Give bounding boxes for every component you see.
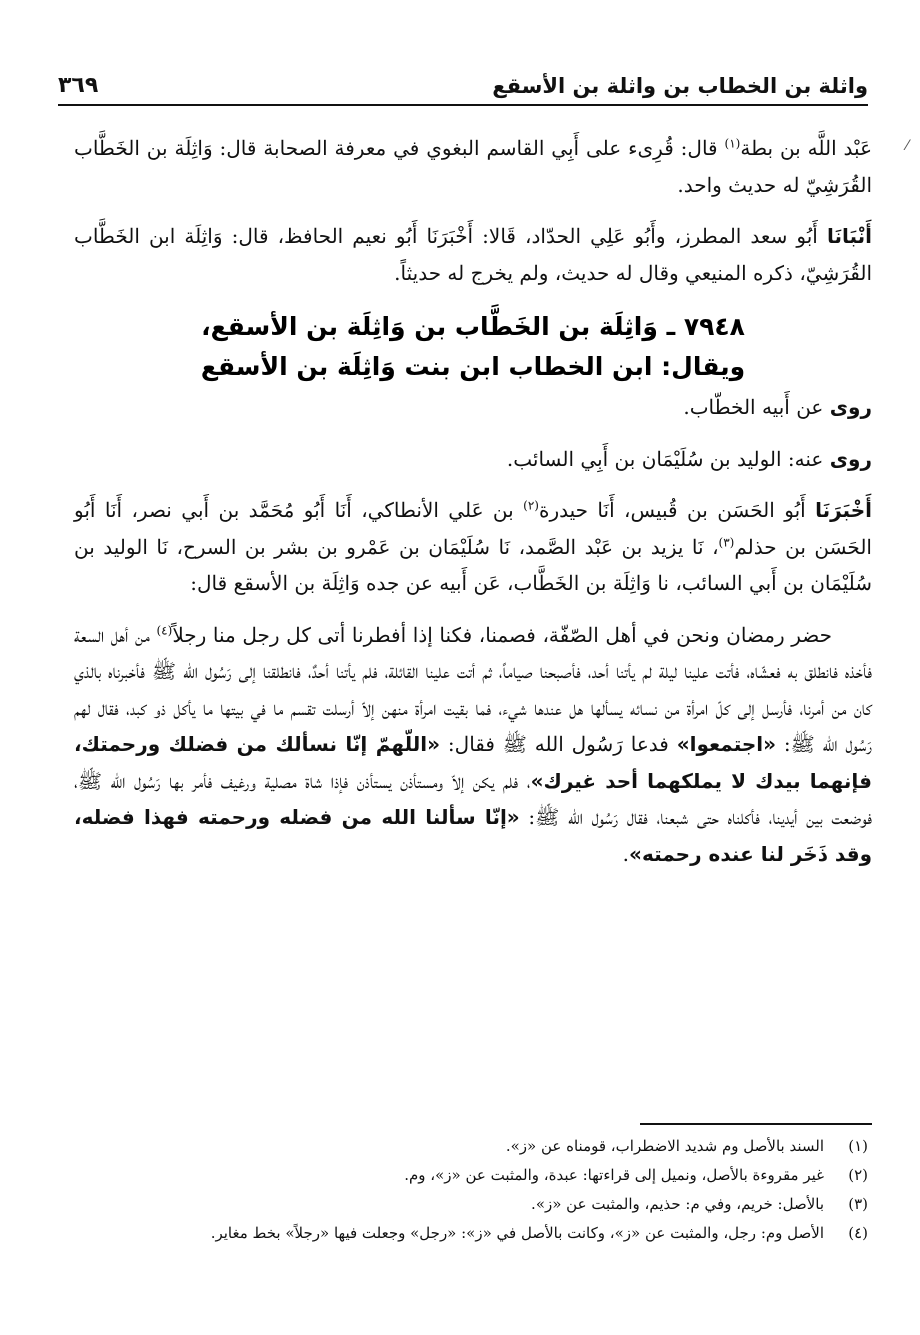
margin-mark: ⁄ [906, 138, 909, 154]
footnote-item [74, 1219, 868, 1248]
footnote-number: (١) [848, 1137, 868, 1155]
footnote-text: السند بالأصل وم شديد الاضطراب، قومناه عن «ز». [505, 1137, 824, 1155]
footnote-item [74, 1132, 868, 1161]
footnote-ref-1[interactable]: (١) [724, 136, 741, 151]
page-number: ٣٦٩ [58, 73, 99, 98]
narrated-by: روى عنه: الوليد بن سُلَيْمَان بن أَبِي السائب. [506, 446, 872, 471]
hadith-text: حضر رمضان ونحن في أهل الصّفّة، فصمنا، فكنا إذا أفطرنا أتى كل رجل منا رجلاً$^{(٤)}$ من أهل السعة فأخذه فانطلق به فعشّاه، فأتت علينا ليلة لم يأتنا أحد، فأصبحنا صياماً، ثم أتت علينا القائلة، فلم يأتنا أحدٌ، فانطلقنا إلى رَسُول الله ﷺ فأخبرناه بالذي كان من أمرنا، فأرسل إلى كلّ امرأة من نسائه يسألها هل عندها شيء، فما بقيت امرأة منهن إلاّ أرسلت تقسم ما في بيتها ما يأكل ذو كبد، فقال لهم رَسُول الله ﷺ: «اجتمعوا» فدعا رَسُول الله ﷺ فقال: «اللّهمّ إنّا نسألك من فضلك ورحمتك، فإنهما بيدك لا يملكهما أحد غيرك»، فلم يكن إلاّ ومستأذن يستأذن فإذا شاة مصلية ورغيف فأمر بها رَسُول الله ﷺ، فوضعت بين أيدينا، فأكلناه حتى شبعنا، فقال رَسُول الله ﷺ: «إنّا سألنا الله من فضله ورحمته فهذا فضله، وقد ذَخَر لنا عنده رحمته». [74, 622, 873, 866]
paragraph-ibn-batta: عَبْد اللَّه بن بطة$^{(١)}$ قال: قُرِىء على أَبِي القاسم البغوي في معرفة الصحابة قال: وَاثِلَة بن الخَطَّاب القُرَشِيّ له حديث واحد. [74, 136, 872, 197]
prophetic-quote-1: «اجتمعوا» [676, 732, 777, 756]
narrated-from: روى عن أَبيه الخطّاب. [683, 395, 872, 419]
main-text [74, 130, 872, 872]
footnote-ref-4[interactable]: (٤) [156, 622, 173, 637]
isnad-paragraph: أَخْبَرَنَا أَبُو الحَسَن بن قُبيس، أَنَا حيدرة$^{(٢)}$ بن عَلي الأنطاكي، أَنَا أَبُو مُحَمَّد بن أَبي نصر، أَنَا أَبُو الحَسَن بن حذلم$^{(٣)}$، نَا يزيد بن عَبْد الصَّمد، نَا سُلَيْمَان بن عَمْرو بن بشر بن السرح، نَا الوليد بن سُلَيْمَان بن أَبي السائب، نا وَاثِلَة بن الخَطَّاب، عَن أَبيه عن جده وَاثِلَة بن الأسقع قال: [74, 498, 872, 595]
entry-title-line-2: ويقال: ابن الخطاب ابن بنت وَاثِلَة بن الأسقع [200, 352, 746, 381]
footnote-item [74, 1190, 868, 1219]
footnote-ref-2[interactable]: (٢) [523, 498, 539, 513]
footnotes [74, 1132, 868, 1248]
isnad-lead: أَنْبَانَا [826, 224, 872, 248]
footnote-number: (٣) [848, 1195, 868, 1213]
footnote-divider [640, 1123, 872, 1125]
footnote-text: بالأصل: خريم، وفي م: حذيم، والمثبت عن «ز». [531, 1195, 824, 1213]
riwaya-anhu-label: روى [829, 446, 872, 471]
footnote-item [74, 1161, 868, 1190]
riwaya-label: روى [829, 395, 872, 419]
prophetic-quote-2: «اللّهمّ إنّا نسألك من فضلك ورحمتك، فإنهما بيدك لا يملكهما أحد غيرك» [74, 732, 873, 793]
running-title: واثلة بن الخطاب بن واثلة بن الأسقع [492, 74, 868, 98]
page-header [58, 58, 868, 106]
entry-title [74, 307, 872, 387]
paragraph-anbana: أَنْبَانَا أَبُو سعد المطرز، وأَبُو عَلِي الحدّاد، قَالا: أَخْبَرَنَا أَبُو نعيم الحافظ، قال: وَاثِلَة ابن الخَطَّاب القُرَشِيّ، ذكره المنيعي وقال له حديث، ولم يخرج له حديثاً. [74, 224, 872, 285]
entry-title-line-1: ٧٩٤٨ ـ وَاثِلَة بن الخَطَّاب بن وَاثِلَة بن الأسقع، [201, 312, 745, 341]
footnote-number: (٤) [848, 1224, 868, 1242]
footnote-ref-3[interactable]: (٣) [718, 534, 735, 549]
prophetic-quote-3: «إنّا سألنا الله من فضله ورحمته فهذا فضله، وقد ذَخَر لنا عنده رحمته» [74, 805, 872, 866]
footnote-number: (٢) [848, 1166, 868, 1184]
footnote-text: غير مقروءة بالأصل، ونميل إلى قراءتها: عبدة، والمثبت عن «ز»، وم. [404, 1166, 824, 1184]
isnad-lead-akhbarana: أَخْبَرَنَا [815, 498, 872, 522]
footnote-text: الأصل وم: رجل، والمثبت عن «ز»، وكانت بالأصل في «ز»: «رجل» وجعلت فيها «رجلاً» بخط مغاير. [210, 1224, 824, 1242]
